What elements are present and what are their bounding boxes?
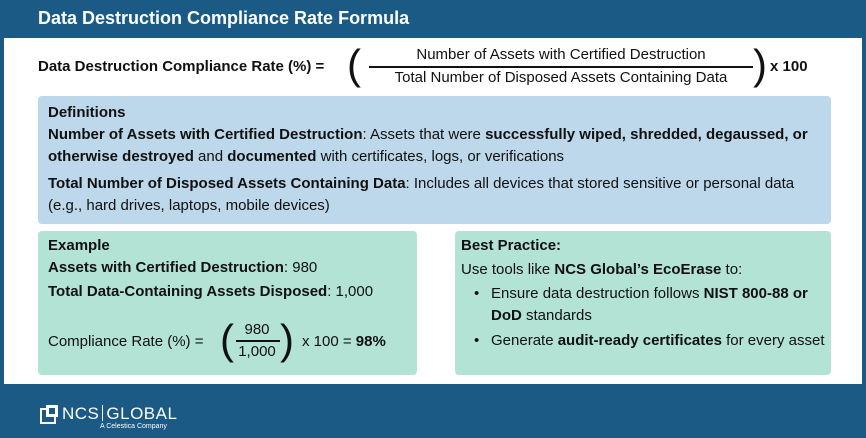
definition-term: Number of Assets with Certified Destruction <box>48 126 363 143</box>
ncs-global-logo <box>40 400 180 434</box>
best-practice-title: Best Practice: <box>461 237 562 254</box>
formula-fraction-bar <box>369 66 753 68</box>
calc-paren-right: ) <box>280 316 294 363</box>
example-box <box>38 231 417 375</box>
formula-row <box>4 38 862 96</box>
list-item: • Generate audit-ready certificates for every asset <box>461 330 825 352</box>
example-title: Example <box>48 237 110 254</box>
formula-paren-left: ( <box>347 41 361 88</box>
ncs-logo-icon <box>40 404 60 424</box>
calc-label: Compliance Rate (%) = <box>48 333 204 350</box>
best-practice-box <box>455 231 831 375</box>
example-certified-line: Assets with Certified Destruction: 980 <box>48 259 318 276</box>
content-panel <box>4 38 862 384</box>
logo-divider <box>102 405 103 421</box>
calc-denominator: 1,000 <box>238 343 276 360</box>
list-item: • Ensure data destruction follows NIST 800-88 or DoD standards <box>474 285 808 324</box>
logo-tagline: A Celestica Company <box>100 423 167 430</box>
formula-paren-right: ) <box>753 41 767 88</box>
example-calculation <box>48 316 408 363</box>
formula-denominator: Total Number of Disposed Assets Containing Data <box>394 69 728 86</box>
calc-result: 98% <box>355 333 386 350</box>
calc-result-line: x 100 = 98% <box>302 333 386 350</box>
definitions-box <box>38 96 831 224</box>
header-bar <box>0 0 866 38</box>
definition-certified-destruction: Number of Assets with Certified Destruction: Assets that were successfully wiped, shredded, degaussed, or otherwise destroyed and documented with certificates, logs, or verifications <box>48 126 808 165</box>
definitions-title: Definitions <box>48 104 126 121</box>
calc-numerator: 980 <box>244 321 270 338</box>
best-practice-list <box>461 283 825 352</box>
logo-wordmark: NCS GLOBAL <box>62 404 178 423</box>
bullet-icon: • <box>474 285 480 302</box>
page-title: Data Destruction Compliance Rate Formula <box>38 8 410 28</box>
definition-term: Total Number of Disposed Assets Containing Data <box>48 175 406 192</box>
formula-numerator: Number of Assets with Certified Destruction <box>416 46 706 63</box>
formula-label: Data Destruction Compliance Rate (%) = <box>38 58 325 75</box>
formula-multiplier: x 100 <box>770 58 808 75</box>
definition-total-disposed: Total Number of Disposed Assets Containing Data: Includes all devices that stored sensitive or personal data (e.g., hard drives, laptops, mobile devices) <box>48 175 795 214</box>
bullet-icon: • <box>474 332 480 349</box>
calc-paren-left: ( <box>220 316 234 363</box>
example-total-line: Total Data-Containing Assets Disposed: 1,000 <box>48 283 374 300</box>
best-practice-intro: Use tools like NCS Global’s EcoErase to: <box>461 261 743 278</box>
